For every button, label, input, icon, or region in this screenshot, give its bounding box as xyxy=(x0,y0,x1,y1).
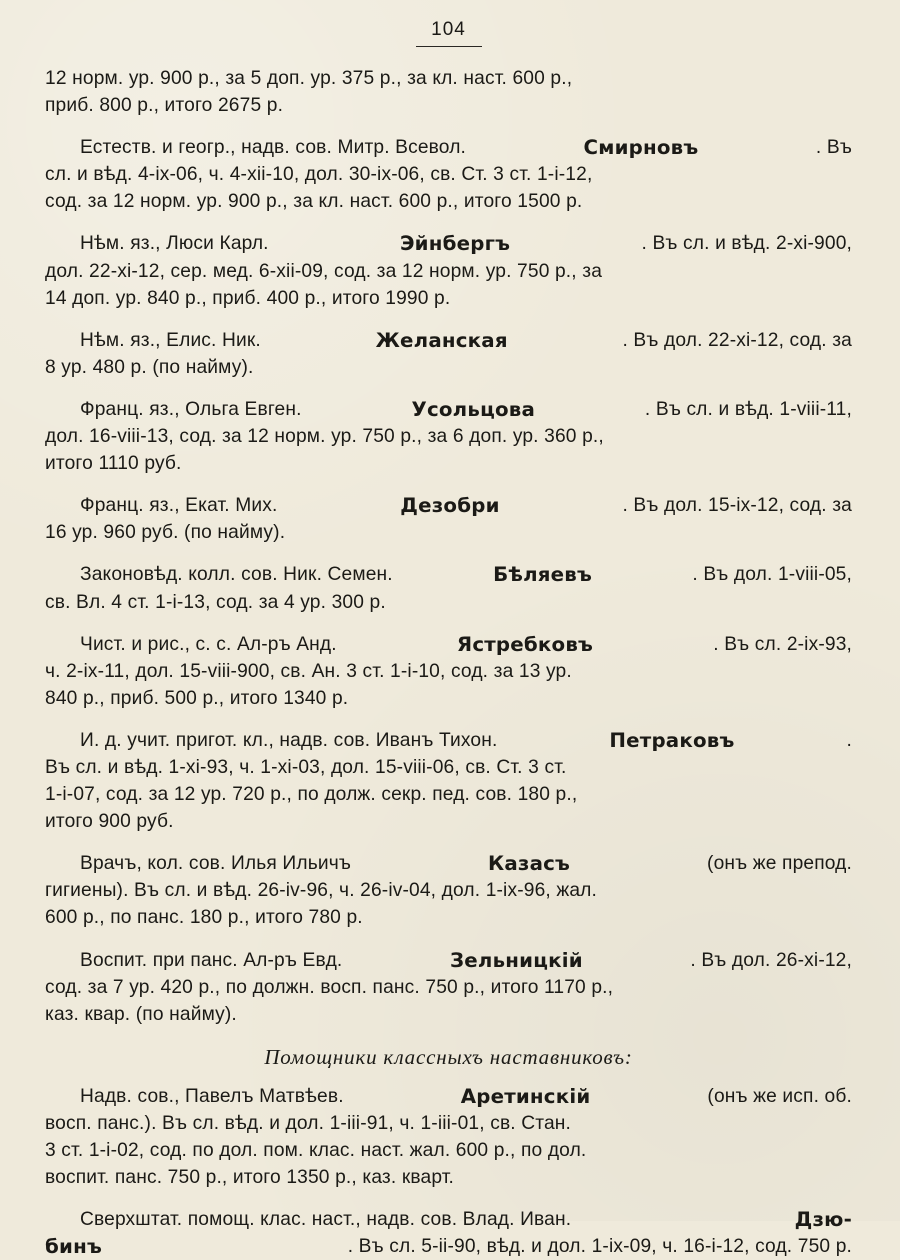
paragraph-smirnov-line-3: сод. за 12 норм. ур. 900 р., за кл. наст. 600 р., итого 1500 р. xyxy=(45,191,583,213)
paragraph-zelnitsky xyxy=(45,947,852,1028)
paragraph-petrakov-line-1: И. д. учит. пригот. кл., надв. сов. Иванъ Тихон. Петраковъ . xyxy=(45,727,852,754)
paragraph-zhelanskaya-line-1: Нѣм. яз., Елис. Ник. Желанская . Въ дол. 22-xi-12, сод. за xyxy=(45,327,852,354)
paragraph-aretinsky-line-1: Надв. сов., Павелъ Матвѣев. Аретинскій (онъ же исп. об. xyxy=(45,1083,852,1110)
section-heading: Помощники классныхъ наставниковъ: xyxy=(264,1044,633,1069)
paragraph-petrakov-line-2: Въ сл. и вѣд. 1-xi-93, ч. 1-xi-03, дол. 15-viii-06, св. Ст. 3 ст. xyxy=(45,756,567,778)
paragraph-einberg-line-3: 14 доп. ур. 840 р., приб. 400 р., итого 1990 р. xyxy=(45,287,451,309)
paragraph-kazas-line-3: 600 р., по панс. 180 р., итого 780 р. xyxy=(45,907,363,929)
paragraph-smirnov xyxy=(45,134,852,215)
paragraph-usoltsova-line-3: итого 1110 руб. xyxy=(45,453,182,475)
paragraph-zelnitsky-line-1: Воспит. при панс. Ал-ръ Евд. Зельницкій . Въ дол. 26-xi-12, xyxy=(45,947,852,974)
paragraph-dezobri-line-1: Франц. яз., Екат. Мих. Дезобри . Въ дол. 15-ix-12, сод. за xyxy=(45,492,852,519)
paragraph-zelnitsky-line-2: сод. за 7 ур. 420 р., по должн. восп. панс. 750 р., итого 1170 р., xyxy=(45,976,614,998)
paragraph-dezobri xyxy=(45,492,852,546)
paragraph-zelnitsky-line-3: каз. квар. (по найму). xyxy=(45,1003,237,1025)
paragraph-petrakov xyxy=(45,727,852,835)
paragraph-smirnov-line-1: Естеств. и геогр., надв. сов. Митр. Всевол. Смирновъ . Въ xyxy=(45,134,852,161)
person-name-petrakov: Петраковъ xyxy=(609,728,735,752)
paragraph-einberg xyxy=(45,230,852,311)
paragraph-yastrebkov-line-1: Чист. и рис., с. с. Ал-ръ Анд. Ястребковъ . Въ сл. 2-ix-93, xyxy=(45,631,852,658)
paragraph-usoltsova xyxy=(45,396,852,477)
paragraph-1-line-1: 12 норм. ур. 900 р., за 5 доп. ур. 375 р., за кл. наст. 600 р., xyxy=(45,68,573,89)
person-name-dzyubin-part-2: бинъ xyxy=(45,1235,103,1259)
paragraph-zhelanskaya-line-2: 8 ур. 480 р. (по найму). xyxy=(45,356,254,378)
paragraph-usoltsova-line-2: дол. 16-viii-13, сод. за 12 норм. ур. 750 р., за 6 доп. ур. 360 р., xyxy=(45,426,604,448)
person-name-dzyubin-part-1: Дзю- xyxy=(794,1208,852,1232)
paragraph-zhelanskaya xyxy=(45,327,852,381)
paragraph-belyaev xyxy=(45,561,852,615)
paragraph-belyaev-line-2: св. Вл. 4 ст. 1-i-13, сод. за 4 ур. 300 р. xyxy=(45,591,386,613)
paragraph-petrakov-line-3: 1-i-07, сод. за 12 ур. 720 р., по долж. секр. пед. сов. 180 р., xyxy=(45,784,578,806)
paragraph-1-line-2: приб. 800 р., итого 2675 р. xyxy=(45,95,284,117)
person-name-yastrebkov: Ястребковъ xyxy=(456,632,594,656)
paragraph-aretinsky-line-4: воспит. панс. 750 р., итого 1350 р., каз. кварт. xyxy=(45,1167,455,1189)
paragraph-yastrebkov xyxy=(45,631,852,712)
person-name-smirnov: Смирновъ xyxy=(583,136,699,160)
paragraph-dezobri-line-2: 16 ур. 960 руб. (по найму). xyxy=(45,522,286,544)
paragraph-einberg-line-2: дол. 22-xi-12, сер. мед. 6-xii-09, сод. за 12 норм. ур. 750 р., за xyxy=(45,260,603,282)
paragraph-dzyubin-line-2: бинъ . Въ сл. 5-ii-90, вѣд. и дол. 1-ix-09, ч. 16-i-12, сод. 750 р. xyxy=(45,1233,852,1260)
paragraph-kazas-line-1: Врачъ, кол. сов. Илья Ильичъ Казасъ (онъ же препод. xyxy=(45,850,852,877)
paragraph-yastrebkov-line-3: 840 р., приб. 500 р., итого 1340 р. xyxy=(45,687,349,709)
person-name-zhelanskaya: Желанская xyxy=(375,328,508,352)
person-name-einberg: Эйнбергъ xyxy=(399,232,511,256)
person-name-aretinsky: Аретинскій xyxy=(460,1084,591,1108)
person-name-usoltsova: Усольцова xyxy=(411,397,535,421)
paragraph-dzyubin-line-1: Сверхштат. помощ. клас. наст., надв. сов. Влад. Иван. Дзю- xyxy=(45,1206,852,1233)
paragraph-yastrebkov-line-2: ч. 2-ix-11, дол. 15-viii-900, св. Ан. 3 ст. 1-i-10, сод. за 13 ур. xyxy=(45,660,572,682)
person-name-dezobri: Дезобри xyxy=(400,494,500,518)
paragraph-aretinsky xyxy=(45,1083,852,1191)
paragraph-einberg-line-1: Нѣм. яз., Люси Карл. Эйнбергъ . Въ сл. и вѣд. 2-xi-900, xyxy=(45,230,852,257)
paragraph-aretinsky-line-3: 3 ст. 1-i-02, сод. по дол. пом. клас. наст. жал. 600 р., по дол. xyxy=(45,1140,587,1161)
paragraph-dzyubin xyxy=(45,1206,852,1260)
person-name-belyaev: Бѣляевъ xyxy=(493,563,593,587)
paragraph-kazas-line-2: гигиены). Въ сл. и вѣд. 26-iv-96, ч. 26-iv-04, дол. 1-ix-96, жал. xyxy=(45,880,597,902)
paragraph-petrakov-line-4: итого 900 руб. xyxy=(45,811,174,833)
person-name-kazas: Казасъ xyxy=(487,852,571,876)
paragraph-kazas xyxy=(45,850,852,931)
page-number-wrap xyxy=(45,18,852,47)
paragraph-smirnov-line-2: сл. и вѣд. 4-ix-06, ч. 4-xii-10, дол. 30-ix-06, св. Ст. 3 ст. 1-i-12, xyxy=(45,164,593,186)
page-number: 104 xyxy=(416,18,482,47)
paragraph-aretinsky-line-2: восп. панс.). Въ сл. вѣд. и дол. 1-iii-91, ч. 1-iii-01, св. Стан. xyxy=(45,1112,572,1134)
paragraph-usoltsova-line-1: Франц. яз., Ольга Евген. Усольцова . Въ сл. и вѣд. 1-viii-11, xyxy=(45,396,852,423)
document-content xyxy=(45,65,852,1260)
paragraph-1 xyxy=(45,65,852,119)
person-name-zelnitsky: Зельницкій xyxy=(450,948,583,972)
paragraph-belyaev-line-1: Законовѣд. колл. сов. Ник. Семен. Бѣляевъ . Въ дол. 1-viii-05, xyxy=(45,561,852,588)
